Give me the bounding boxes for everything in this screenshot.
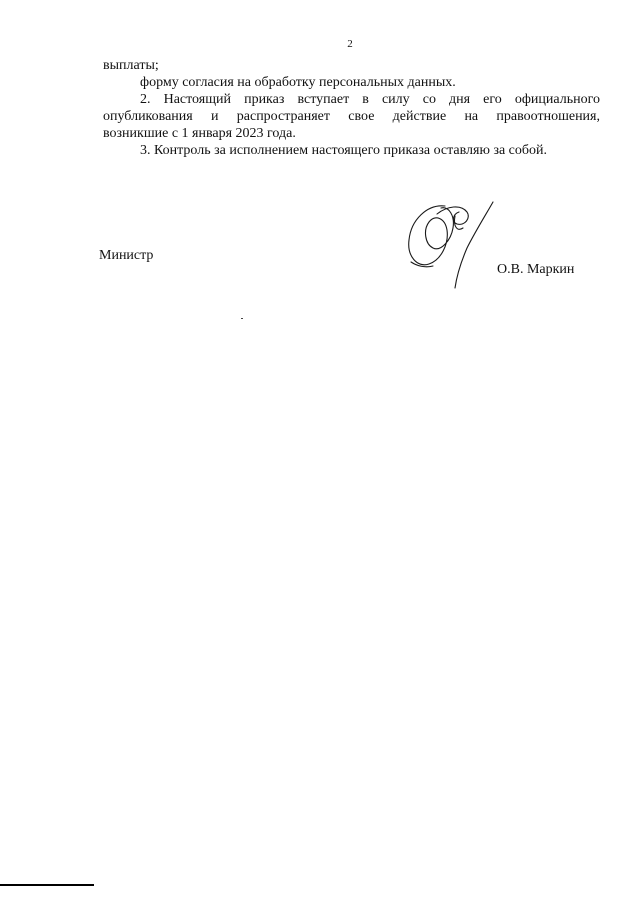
signatory-name: О.В. Маркин: [497, 262, 575, 277]
consent-form-item: форму согласия на обработку персональных данных.: [140, 75, 456, 90]
page-number: 2: [347, 38, 353, 50]
scan-speck: [241, 318, 243, 319]
paragraph-2: [103, 91, 600, 142]
paragraph-2-line-1: 2. Настоящий приказ вступает в силу со дня его официального: [140, 92, 600, 107]
paragraph-3: 3. Контроль за исполнением настоящего приказа оставляю за собой.: [140, 143, 548, 158]
document-body: [103, 57, 600, 159]
paragraph-2-line-3: возникшие с 1 января 2023 года.: [103, 126, 296, 141]
continuation-line: выплаты;: [103, 58, 159, 73]
footer-rule: [0, 884, 94, 886]
handwritten-signature: [397, 192, 505, 292]
signatory-position: Министр: [99, 248, 154, 263]
paragraph-2-line-2: опубликования и распространяет свое действие на правоотношения,: [103, 109, 600, 124]
